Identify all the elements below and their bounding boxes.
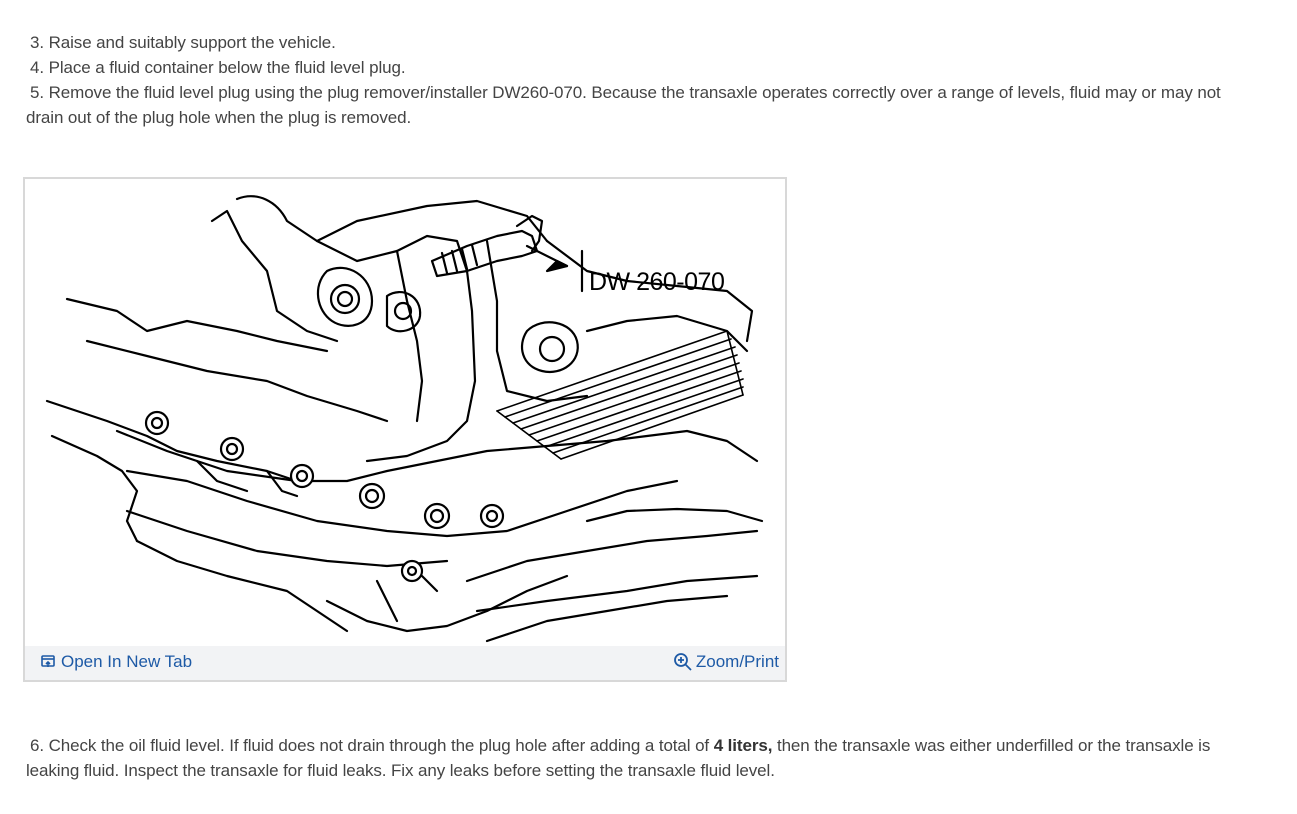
figure-toolbar — [25, 646, 785, 680]
transaxle-diagram[interactable] — [27, 181, 783, 647]
open-in-new-tab-label: Open In New Tab — [61, 652, 193, 671]
step-6-text-after: then the transaxle was either underfilled or the transaxle is leaking fluid. Inspect the transaxle for fluid leaks. Fix any leaks before setting the transaxle fluid level. — [26, 736, 1211, 780]
instruction-steps-bottom — [26, 733, 1256, 783]
step-4: 4. Place a fluid container below the fluid level plug. — [30, 58, 406, 77]
step-3: 3. Raise and suitably support the vehicle. — [30, 33, 336, 52]
tool-label: DW 260-070 — [589, 268, 725, 296]
zoom-print-link[interactable] — [673, 652, 779, 672]
step-6 — [26, 733, 1256, 783]
step-5: 5. Remove the fluid level plug using the plug remover/installer DW260-070. Because the transaxle operates correctly over a range of levels, fluid may or may not drain out of the plug hole when the plug is removed. — [26, 83, 1221, 127]
zoom-print-label: Zoom/Print — [695, 652, 779, 671]
step-6-emphasis: 4 liters, — [713, 736, 773, 755]
figure-container — [23, 177, 787, 682]
zoom-icon — [673, 652, 693, 672]
open-in-new-tab-link[interactable] — [41, 652, 192, 672]
instruction-steps-top — [26, 30, 1256, 130]
step-6-text-before: 6. Check the oil fluid level. If fluid does not drain through the plug hole after adding a total of — [30, 736, 714, 755]
external-link-icon — [41, 655, 55, 669]
